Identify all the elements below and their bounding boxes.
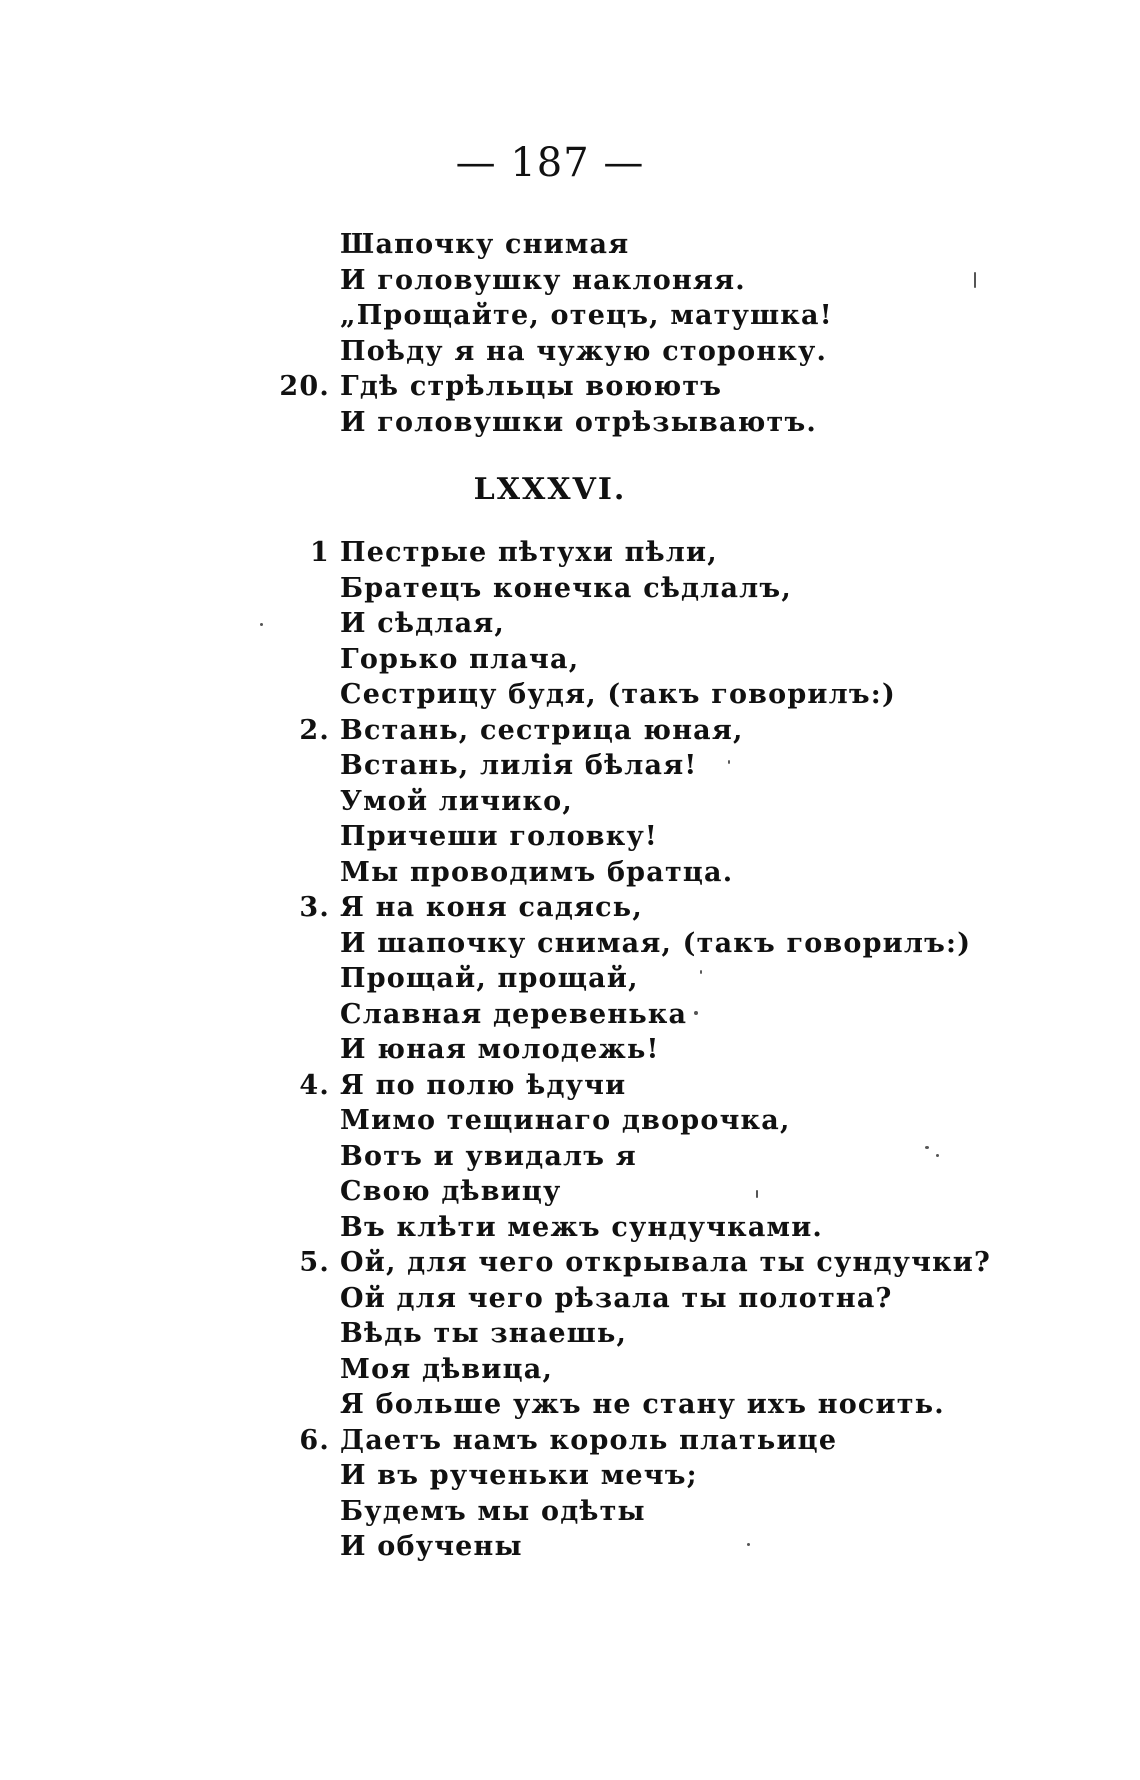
scan-speck [728,760,730,764]
verse-text: И въ рученьки мечъ; [340,1460,698,1491]
verse-line [340,1387,1100,1423]
verse-line [299,890,1100,926]
verse-number: 5. [299,1247,330,1278]
verse-text: „Прощайте, отецъ, матушка! [340,300,833,331]
verse-text: Шапочку снимая [340,229,630,260]
poem-lxxxvi [299,535,1100,1565]
scan-speck [700,970,702,974]
verse-text: Горько плача, [340,643,580,675]
verse-text: Я больше ужъ не стану ихъ носить. [340,1389,945,1420]
scan-speck [756,1190,758,1198]
verse-text: И головушки отрѣзываютъ. [340,406,817,438]
verse-text: Вотъ и увидалъ я [340,1140,637,1172]
verse-line [340,227,1100,263]
verse-text: И головушку наклоняя. [340,264,746,296]
verse-line [340,784,1100,820]
verse-number: 2. [299,714,330,746]
verse-text: Свою дѣвицу [340,1176,562,1207]
verse-line [340,1139,1100,1175]
verse-text: Даетъ намъ король платьице [340,1424,838,1456]
verse-line [340,1103,1100,1139]
verse-line [340,677,1100,713]
verse-number: 1 [310,537,330,568]
verse-text: Славная деревенька [340,998,688,1030]
verse-text: Будемъ мы одѣты [340,1495,646,1527]
verse-line [340,1281,1100,1317]
verse-number: 6. [299,1424,330,1456]
verse-line [340,606,1100,642]
verse-text: Мы проводимъ братца. [340,856,734,888]
verse-line [340,1316,1100,1352]
verse-text: Пестрые пѣтухи пѣли, [340,537,718,568]
verse-text: Ой для чего рѣзала ты полотна? [340,1282,893,1314]
verse-line [340,748,1100,784]
verse-text: Поѣду я на чужую сторонку. [340,335,828,367]
verse-line [340,1174,1100,1210]
verse-number: 3. [299,892,330,923]
scan-speck [936,1154,939,1157]
verse-text: Моя дѣвица, [340,1353,554,1385]
section-title: LXXXVI. [473,472,627,507]
verse-text: Въ клѣти межъ сундучками. [340,1211,824,1243]
page-number: — 187 — [455,140,645,186]
verse-line [310,535,1100,571]
verse-line [340,405,1100,441]
verse-line [299,713,1100,749]
verse-line [340,571,1100,607]
verse-text: Вѣдь ты знаешь, [340,1318,628,1349]
verse-line [340,855,1100,891]
verse-line [340,926,1100,962]
verse-line [340,1529,1100,1565]
verse-line [299,1068,1100,1104]
verse-text: Встань, сестрица юная, [340,714,744,746]
scan-speck [260,623,263,626]
verse-line [340,263,1100,299]
verse-line [340,298,1100,334]
verse-line [340,642,1100,678]
verse-text: И шапочку снимая, (такъ говорилъ:) [340,927,972,959]
continuation-stanza [279,227,1100,440]
verse-text: Прощай, прощай, [340,963,639,994]
scan-speck [694,1011,698,1015]
verse-line [340,1032,1100,1068]
verse-line [340,1210,1100,1246]
verse-line [299,1245,1100,1281]
verse-line [340,1458,1100,1494]
verse-number: 20. [279,371,330,402]
verse-text: Встань, лилія бѣлая! [340,750,698,781]
verse-text: Сестрицу будя, (такъ говорилъ:) [340,679,896,710]
verse-line [340,997,1100,1033]
verse-text: И сѣдлая, [340,608,506,639]
scan-speck [925,1146,929,1149]
verse-text: И обучены [340,1531,523,1562]
scan-speck [974,272,976,288]
verse-text: Умой личико, [340,785,573,817]
scan-speck [747,1543,750,1546]
verse-text: Я на коня садясь, [340,892,643,923]
verse-text: Причеши головку! [340,821,658,852]
verse-line [340,334,1100,370]
verse-text: Мимо тещинаго дворочка, [340,1105,791,1136]
verse-text: Ой, для чего открывала ты сундучки? [340,1247,992,1278]
verse-line [340,1352,1100,1388]
verse-text: Гдѣ стрѣльцы воюютъ [340,371,723,402]
verse-line [340,1494,1100,1530]
verse-text: Братецъ конечка сѣдлалъ, [340,572,792,604]
verse-line [340,819,1100,855]
verse-line [279,369,1100,405]
verse-number: 4. [299,1069,330,1101]
verse-text: Я по полю ѣдучи [340,1069,627,1101]
verse-line [340,961,1100,997]
verse-line [299,1423,1100,1459]
verse-text: И юная молодежь! [340,1034,660,1065]
